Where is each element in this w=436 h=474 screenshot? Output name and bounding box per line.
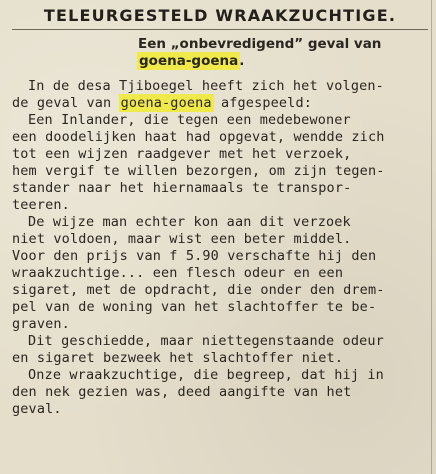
paragraph-line: niet voldoen, maar wist een beter middel. [12, 231, 352, 247]
subheading [138, 36, 428, 70]
paragraph-line [12, 95, 428, 112]
paragraph-line: en sigaret bezweek het slachtoffer niet. [12, 350, 344, 366]
paragraph-line: pel van de woning van het slachtoffer te be- [12, 299, 377, 315]
paragraph-line: den nek gezien was, deed aangifte van het [12, 384, 352, 400]
paragraph-1 [12, 78, 428, 112]
paragraph-line: Onze wraakzuchtige, die begreep, dat hij in [28, 367, 384, 383]
paragraph-line: De wijze man echter kon aan dit verzoek [28, 214, 351, 230]
highlighted-term: goena-goena [139, 53, 239, 69]
paragraph-2 [12, 112, 428, 214]
line-text: de geval van [12, 95, 120, 111]
paragraph-line: sigaret, met de opdracht, die onder den drem- [12, 282, 385, 298]
line-text: afgespeeld: [212, 95, 313, 111]
paragraph-line: graven. [12, 316, 70, 332]
paragraph-line: Een Inlander, die tegen een medebewoner [28, 112, 351, 128]
paragraph-4 [12, 333, 428, 367]
highlighted-term: goena-goena [120, 95, 212, 111]
paragraph-line: tot een wijzen raadgever met het verzoek, [12, 146, 352, 162]
paragraph-line: hem vergif te willen bezorgen, om zijn tegen- [12, 163, 385, 179]
paragraph-line: Voor den prijs van f 5.90 verschafte hij den [12, 248, 377, 264]
paragraph-line: Dit geschiedde, maar niettegenstaande odeur [28, 333, 384, 349]
paragraph-line: geval. [12, 401, 62, 417]
paragraph-line: In de desa Tjiboegel heeft zich het volgen- [28, 78, 384, 94]
headline-rule [12, 29, 428, 30]
subheading-line-1: Een „onbevredigend” geval van [138, 36, 382, 52]
paragraph-line: teeren. [12, 197, 70, 213]
paragraph-3 [12, 214, 428, 333]
headline: TELEURGESTELD WRAAKZUCHTIGE. [43, 6, 397, 25]
article-body [12, 78, 428, 418]
paragraph-5 [12, 367, 428, 418]
paragraph-line: een doodelijken haat had opgevat, wendde zich [12, 129, 385, 145]
paragraph-line: stander naar het hiernamaals te transpor- [12, 180, 352, 196]
subheading-period: . [239, 53, 245, 69]
column-edge [431, 0, 432, 474]
paragraph-line: wraakzuchtige... een flesch odeur en een [12, 265, 344, 281]
subheading-line-2 [138, 53, 428, 70]
